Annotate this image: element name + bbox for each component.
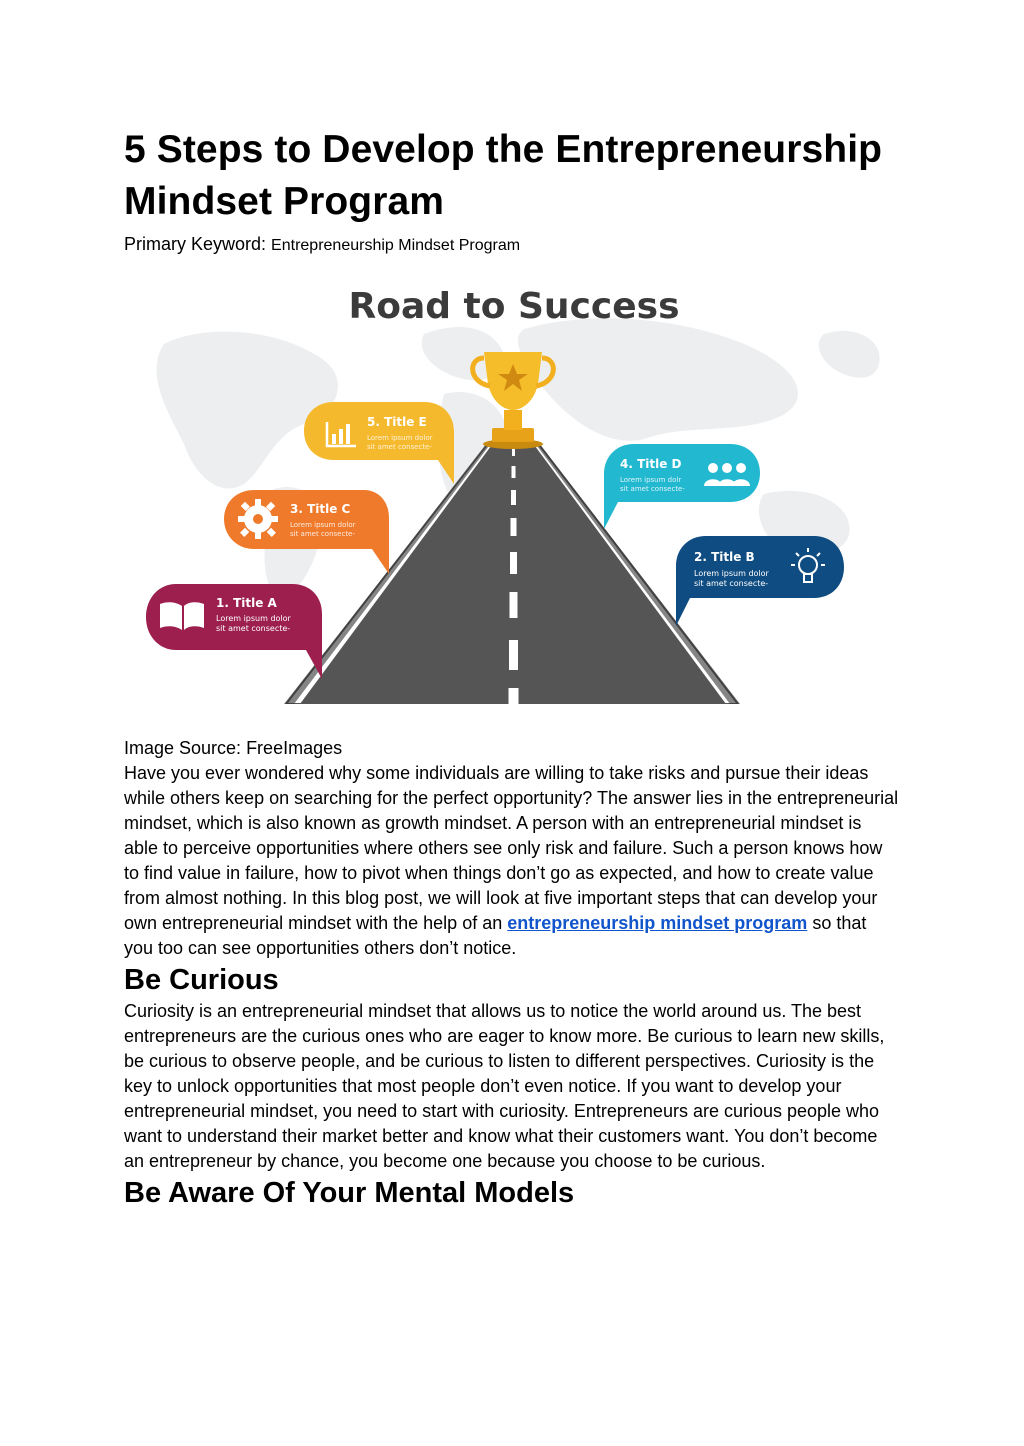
page-title: 5 Steps to Develop the Entrepreneurship Mindset Program <box>124 128 883 223</box>
infographic-title: Road to Success <box>348 286 680 327</box>
intro-tail: so that you too can see opportunities others don’t notice. <box>124 913 867 958</box>
bubble-title-b-line2: sit amet consecte- <box>694 579 769 588</box>
primary-keyword <box>124 232 900 258</box>
bubble-title-d-line1: Lorem ipsum dolr <box>620 476 682 484</box>
bubble-title-c-line1: Lorem ipsum dolor <box>290 521 356 529</box>
section-heading-mental-models: Be Aware Of Your Mental Models <box>124 1177 575 1209</box>
bubble-title-a <box>146 584 322 679</box>
document-page <box>124 124 900 1212</box>
bubble-title-d-heading: 4. Title D <box>620 457 682 471</box>
keyword-value: Entrepreneurship Mindset Program <box>271 237 521 254</box>
keyword-label: Primary Keyword: <box>124 234 267 254</box>
bubble-title-e <box>304 402 454 484</box>
bubble-title-b-line1: Lorem ipsum dolor <box>694 569 769 578</box>
bubble-title-e-line2: sit amet consecte- <box>367 443 432 451</box>
bubble-title-e-heading: 5. Title E <box>367 415 427 429</box>
road-to-success-infographic <box>124 274 900 704</box>
bubble-title-d-line2: sit amet consecte- <box>620 485 685 493</box>
entrepreneurship-mindset-program-link[interactable]: entrepreneurship mindset program <box>507 913 808 933</box>
bubble-title-a-line2: sit amet consecte- <box>216 624 291 633</box>
book-icon <box>160 602 204 630</box>
section-heading-be-curious: Be Curious <box>124 964 279 996</box>
bubble-title-b <box>676 536 844 626</box>
bubble-title-e-line1: Lorem ipsum dolor <box>367 434 433 442</box>
bubble-title-d <box>604 444 760 529</box>
intro-text: Have you ever wondered why some individuals are willing to take risks and pursue their ideas while others keep on searching for the perfect opportunity? The answer lies in the entrepreneurial mindset, which is also known as growth mindset. A person with an entrepreneurial mindset is able to perceive opportunities where others see only risk and failure. Such a person knows how to find value in failure, how to pivot when things don’t go as expected, and how to create value from almost nothing. In this blog post, we will look at five important steps that can develop your own entrepreneurial mindset with the help of an <box>124 763 899 933</box>
section-paragraph-be-curious: Curiosity is an entrepreneurial mindset that allows us to notice the world around us. The best entrepreneurs are the curious ones who are eager to know more. Be curious to learn new skills, be curious to observe people, and be curious to listen to different perspectives. Curiosity is the key to unlock opportunities that most people don’t even notice. If you want to develop your entrepreneurial mindset, you need to start with curiosity. Entrepreneurs are curious people who want to understand their market better and know what their customers want. You don’t become an entrepreneur by chance, you become one because you choose to be curious. <box>124 1001 885 1171</box>
bubble-title-c-heading: 3. Title C <box>290 502 351 516</box>
bubble-title-c-line2: sit amet consecte- <box>290 530 355 538</box>
bubble-title-b-heading: 2. Title B <box>694 550 755 564</box>
intro-paragraph <box>124 761 900 961</box>
bubble-title-a-line1: Lorem ipsum dolor <box>216 614 291 623</box>
gear-icon <box>238 499 278 539</box>
infographic-svg <box>124 274 900 704</box>
image-source-caption: Image Source: FreeImages <box>124 738 343 758</box>
bubble-title-a-heading: 1. Title A <box>216 596 277 610</box>
